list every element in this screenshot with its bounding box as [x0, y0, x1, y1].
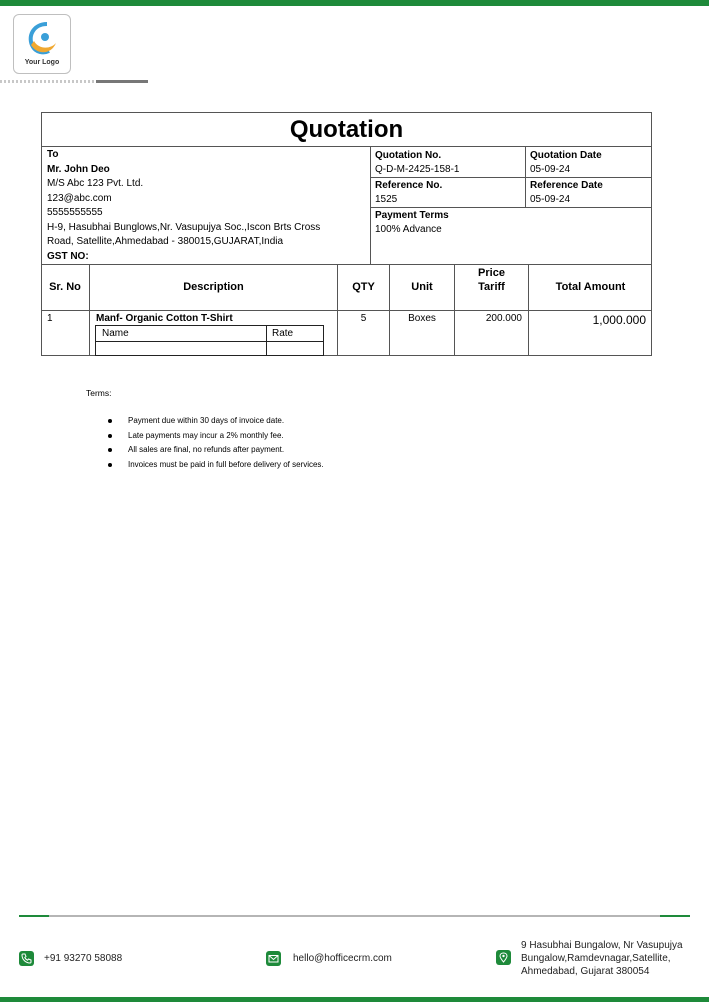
footer-divider-accent	[19, 915, 49, 917]
col-header-description: Description	[183, 281, 244, 293]
sub-table-name-header: Name	[102, 328, 129, 339]
row-sr-no: 1	[47, 313, 53, 324]
footer-divider	[19, 915, 690, 917]
recipient-name: Mr. John Deo	[47, 163, 110, 175]
footer-phone[interactable]: +91 93270 58088	[44, 953, 123, 964]
payment-terms-value: 100% Advance	[375, 224, 442, 235]
footer-address	[521, 939, 683, 978]
mail-icon	[266, 951, 281, 966]
logo-text: Your Logo	[24, 59, 60, 66]
recipient-email: 123@abc.com	[47, 192, 112, 204]
quotation-no-label: Quotation No.	[375, 150, 442, 161]
logo-mark-icon	[25, 21, 59, 57]
recipient-block	[47, 148, 367, 264]
col-header-price-line1: Price	[478, 267, 505, 279]
terms-list	[108, 414, 324, 472]
recipient-address-line1: H-9, Hasubhai Bunglows,Nr. Vasupujya Soc.,Iscon Brts Cross	[47, 221, 321, 233]
payment-terms-block	[375, 209, 449, 237]
phone-icon	[19, 951, 34, 966]
reference-date-block	[530, 179, 603, 207]
footer-divider-accent	[660, 915, 690, 917]
col-header-price-line2: Tariff	[478, 281, 505, 293]
logo-divider-dash	[96, 80, 148, 83]
recipient-address-line2: Road, Satellite,Ahmedabad - 380015,GUJARAT,India	[47, 236, 284, 247]
payment-terms-label: Payment Terms	[375, 210, 449, 221]
sub-table-divider	[96, 341, 323, 342]
location-icon	[496, 950, 511, 965]
divider	[370, 147, 371, 264]
divider	[370, 207, 652, 208]
col-header-price	[455, 266, 528, 294]
quotation-date-block	[530, 149, 602, 177]
footer-email[interactable]: hello@hofficecrm.com	[293, 953, 392, 964]
col-header-unit: Unit	[411, 281, 433, 293]
bottom-accent-bar	[0, 997, 709, 1002]
gst-label: GST NO:	[47, 250, 89, 262]
quotation-title: Quotation	[41, 112, 652, 147]
terms-item: Invoices must be paid in full before delivery of services.	[108, 458, 324, 473]
col-header-qty: QTY	[352, 281, 375, 293]
col-header-sr-no: Sr. No	[49, 281, 81, 293]
row-total: 1,000.000	[592, 313, 646, 327]
row-description: Manf- Organic Cotton T-Shirt	[96, 313, 233, 324]
reference-no-block	[375, 179, 442, 207]
footer-address-line1: 9 Hasubhai Bungalow, Nr Vasupujya	[521, 940, 683, 951]
item-sub-table	[95, 325, 324, 356]
to-label: To	[47, 149, 59, 160]
recipient-phone: 5555555555	[47, 207, 103, 218]
reference-no-value: 1525	[375, 194, 398, 205]
sub-table-rate-header: Rate	[272, 328, 294, 339]
footer-address-line2: Bungalow,Ramdevnagar,Satellite,	[521, 953, 671, 964]
recipient-company: M/S Abc 123 Pvt. Ltd.	[47, 178, 144, 189]
logo-divider-dots	[0, 80, 95, 83]
col-header-total: Total Amount	[555, 281, 626, 293]
quotation-no-value: Q-D-M-2425-158-1	[375, 164, 460, 175]
terms-item: Late payments may incur a 2% monthly fee.	[108, 429, 324, 444]
quotation-no-block	[375, 149, 459, 177]
reference-no-label: Reference No.	[375, 180, 443, 191]
header-row-divider	[41, 310, 652, 311]
quotation-date-value: 05-09-24	[530, 164, 571, 175]
divider	[370, 177, 652, 178]
reference-date-value: 05-09-24	[530, 194, 571, 205]
divider	[41, 264, 652, 265]
terms-item: All sales are final, no refunds after payment.	[108, 443, 324, 458]
company-logo	[13, 14, 71, 74]
quotation-date-label: Quotation Date	[530, 150, 602, 161]
row-unit: Boxes	[408, 313, 436, 324]
top-accent-bar	[0, 0, 709, 6]
terms-title: Terms:	[86, 388, 112, 398]
terms-item: Payment due within 30 days of invoice date.	[108, 414, 324, 429]
sub-table-divider	[266, 326, 267, 355]
footer-address-line3: Ahmedabad, Gujarat 380054	[521, 966, 650, 977]
row-price: 200.000	[485, 313, 522, 324]
row-qty: 5	[360, 313, 367, 324]
reference-date-label: Reference Date	[530, 180, 603, 191]
